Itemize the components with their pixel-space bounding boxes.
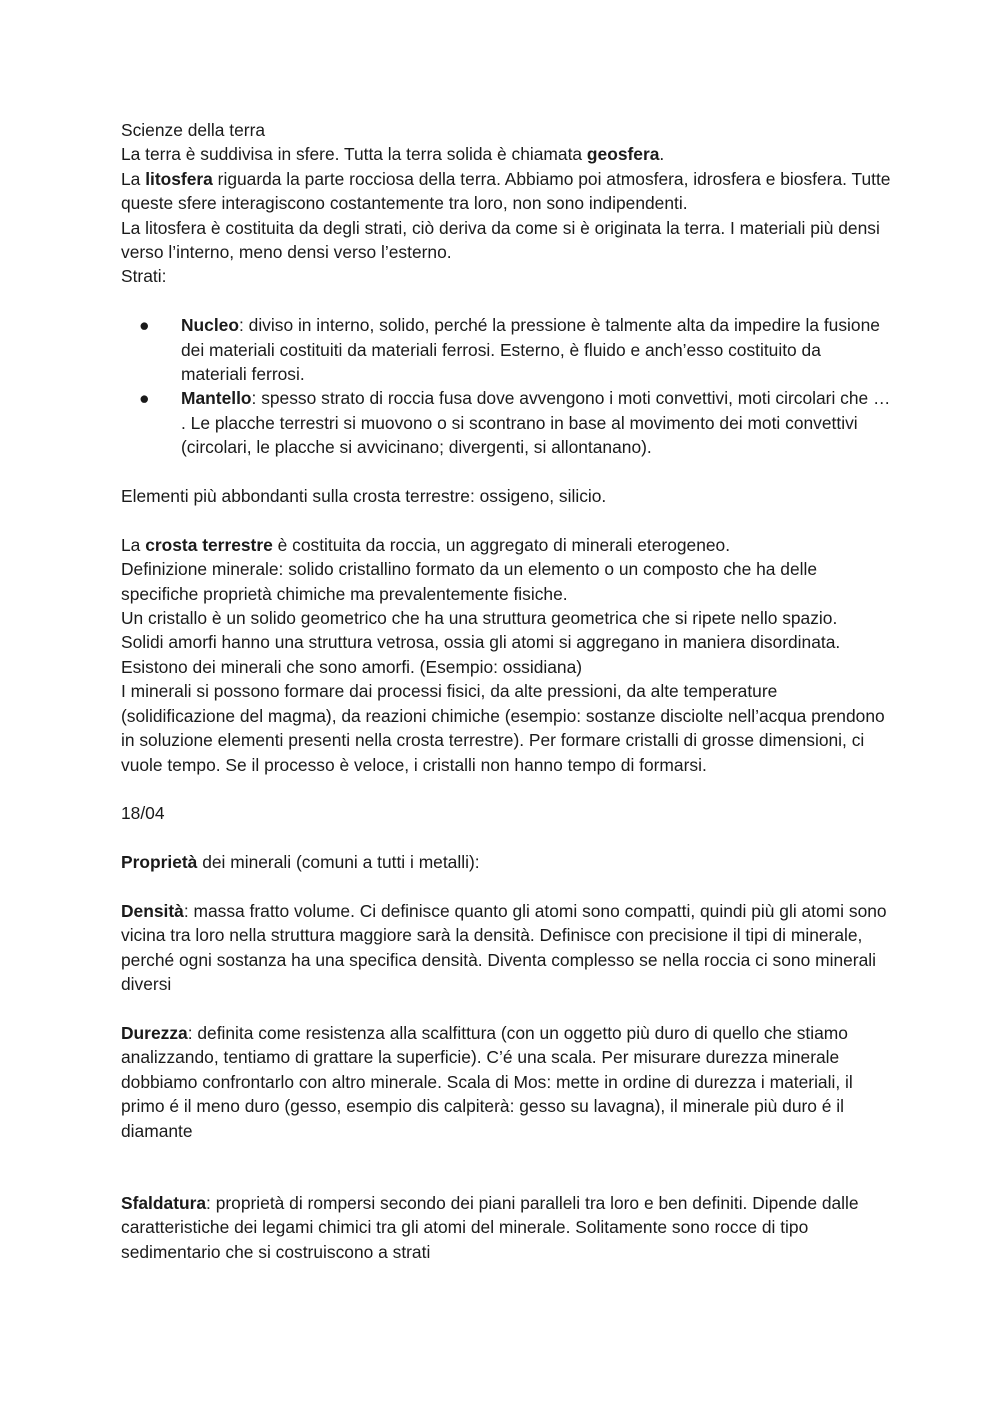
spacer bbox=[121, 826, 891, 850]
layers-list bbox=[121, 313, 891, 459]
term-crosta-terrestre: crosta terrestre bbox=[145, 534, 273, 555]
list-item-mantello: ● Mantello: spesso strato di roccia fusa dove avvengono i moti convettivi, moti circolari che … . Le placche terrestri si muovono o si scontrano in base al movimento dei moti convettivi (circolari, le placche si avvicinano; divergenti, si allontanano). bbox=[139, 388, 891, 458]
paragraph-crosta: La crosta terrestre è costituita da roccia, un aggregato di minerali eterogeneo. bbox=[121, 534, 731, 555]
term-durezza: Durezza bbox=[121, 1022, 188, 1043]
date-label: 18/04 bbox=[121, 803, 165, 824]
spacer bbox=[121, 875, 891, 899]
paragraph-litosfera: La litosfera riguarda la parte rocciosa della terra. Abbiamo poi atmosfera, idrosfera e biosfera. Tutte queste sfere interagiscono costantemente tra loro, non sono indipendenti. bbox=[121, 168, 891, 214]
paragraph-formation: I minerali si possono formare dai processi fisici, da alte pressioni, da alte temperature (solidificazione del magma), da reazioni chimiche (esempio: sostanze disciolte nell’acqua prendono in soluzione elementi presenti nella crosta terrestre). Per formare cristalli di grosse dimensioni, ci vuole tempo. Se il processo è veloce, i cristalli non hanno tempo di formarsi. bbox=[121, 681, 885, 775]
bullet-icon: ● bbox=[139, 315, 150, 336]
spacer bbox=[121, 777, 891, 801]
term-proprieta: Proprietà bbox=[121, 852, 198, 873]
term-mantello: Mantello bbox=[181, 388, 252, 409]
term-nucleo: Nucleo bbox=[181, 315, 239, 336]
paragraph-strati-origin: La litosfera è costituita da degli strati, ciò deriva da come si è originata la terra. I materiali più densi verso l’interno, meno densi verso l’esterno. bbox=[121, 217, 880, 263]
paragraph-densita: Densità: massa fratto volume. Ci definisce quanto gli atomi sono compatti, quindi più gli atomi sono vicina tra loro nella struttura maggiore sarà la densità. Definisce con precisione il tipi di minerale, perché ogni sostanza ha una specifica densità. Diventa complesso se nella roccia ci sono minerali diversi bbox=[121, 900, 887, 995]
term-litosfera: litosfera bbox=[145, 168, 213, 189]
properties-heading: Proprietà dei minerali (comuni a tutti i metalli): bbox=[121, 852, 480, 873]
bullet-icon: ● bbox=[139, 388, 150, 409]
spacer bbox=[121, 997, 891, 1021]
term-sfaldatura: Sfaldatura bbox=[121, 1192, 207, 1213]
document-title: Scienze della terra bbox=[121, 120, 266, 140]
paragraph-geosfera: La terra è suddivisa in sfere. Tutta la terra solida è chiamata geosfera. bbox=[121, 144, 665, 165]
term-geosfera: geosfera bbox=[586, 144, 660, 165]
paragraph-crystal: Un cristallo è un solido geometrico che ha una struttura geometrica che si ripete nello spazio. bbox=[121, 608, 838, 629]
spacer bbox=[121, 289, 891, 313]
document-page bbox=[121, 118, 891, 1264]
paragraph-strati-label: Strati: bbox=[121, 266, 167, 287]
paragraph-mineral-definition: Definizione minerale: solido cristallino formato da un elemento o un composto che ha delle specifiche proprietà chimiche ma prevalentemente fisiche. bbox=[121, 559, 818, 604]
term-densita: Densità bbox=[121, 900, 184, 921]
paragraph-amorphous: Solidi amorfi hanno una struttura vetrosa, ossia gli atomi si aggregano in maniera disordinata. Esistono dei minerali che sono amorfi. (Esempio: ossidiana) bbox=[121, 632, 841, 677]
paragraph-elements: Elementi più abbondanti sulla crosta terrestre: ossigeno, silicio. bbox=[121, 486, 607, 507]
list-item-nucleo: ● Nucleo: diviso in interno, solido, perché la pressione è talmente alta da impedire la fusione dei materiali costituiti da materiali ferrosi. Esterno, è fluido e anch’esso costituito da materiali ferrosi. bbox=[139, 315, 880, 385]
spacer bbox=[121, 460, 891, 484]
paragraph-sfaldatura: Sfaldatura: proprietà di rompersi secondo dei piani paralleli tra loro e ben definiti. Dipende dalle caratteristiche dei legami chimici tra gli atomi del minerale. Solitamente sono rocce di tipo sedimentario che si costruiscono a strati bbox=[121, 1192, 859, 1262]
paragraph-durezza: Durezza: definita come resistenza alla scalfittura (con un oggetto più duro di quello che stiamo analizzando, tentiamo di grattare la superficie). C’é una scala. Per misurare durezza minerale dobbiamo confrontarlo con altro minerale. Scala di Mos: mette in ordine di durezza i materiali, il primo é il meno duro (gesso, esempio dis calpiterà: gesso su lavagna), il minerale più duro é il diamante bbox=[121, 1022, 853, 1141]
spacer bbox=[121, 1143, 891, 1191]
spacer bbox=[121, 508, 891, 532]
